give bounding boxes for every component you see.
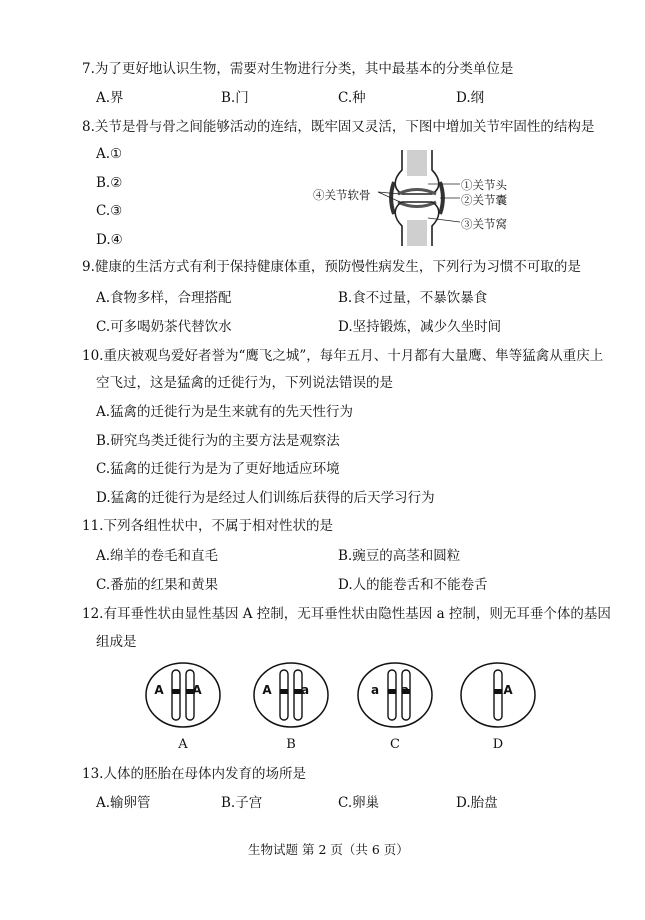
cell-d-right-gene: A <box>503 683 513 697</box>
q13-stem: 13.人体的胚胎在母体内发育的场所是 <box>82 766 306 782</box>
q13-option-d: D.胎盘 <box>456 795 498 811</box>
q9-option-d: D.坚持锻炼，减少久坐时间 <box>338 319 502 335</box>
q11-option-a: A.绵羊的卷毛和直毛 <box>96 548 219 564</box>
cell-c-label: C <box>390 737 400 752</box>
q12-stem-line2: 组成是 <box>96 634 137 650</box>
cell-c-left-gene: a <box>370 683 380 697</box>
cell-a-label: A <box>178 737 188 752</box>
cell-c-right-gene: a <box>400 683 410 697</box>
q13-option-c: C.卵巢 <box>338 795 380 811</box>
q8-option-b: B.② <box>96 175 123 191</box>
q7-option-c: C.种 <box>338 90 366 106</box>
q8-stem: 8.关节是骨与骨之间能够活动的连结，既牢固又灵活，下图中增加关节牢固性的结构是 <box>82 119 595 135</box>
q7-option-b: B.门 <box>221 90 249 106</box>
cell-a-right-gene: A <box>192 683 202 697</box>
cell-b-right-gene: a <box>300 683 310 697</box>
q11-stem: 11.下列各组性状中，不属于相对性状的是 <box>82 518 333 534</box>
q13-option-a: A.输卵管 <box>96 795 151 811</box>
joint-cartilage <box>398 190 436 207</box>
q10-option-a: A.猛禽的迁徙行为是生来就有的先天性行为 <box>96 404 354 420</box>
q10-stem-line2: 空飞过，这是猛禽的迁徙行为，下列说法错误的是 <box>96 375 393 391</box>
q9-stem: 9.健康的生活方式有利于保持健康体重，预防慢性病发生，下列行为习惯不可取的是 <box>82 259 581 275</box>
label-cartilage: ④关节软骨 <box>313 188 371 202</box>
q9-option-b: B.食不过量，不暴饮暴食 <box>338 290 488 306</box>
joint-capsule <box>391 182 443 214</box>
cell-b-left-gene: A <box>262 683 272 697</box>
q10-stem-line1: 10.重庆被观鸟爱好者誉为“鹰飞之城”，每年五月、十月都有大量鹰、隼等猛禽从重庆上 <box>82 348 604 364</box>
q7-option-d: D.纲 <box>456 90 485 106</box>
q8-option-d: D.④ <box>96 232 123 248</box>
q9-option-a: A.食物多样，合理搭配 <box>96 290 232 306</box>
q8-option-c: C.③ <box>96 203 123 219</box>
q8-option-a: A.① <box>96 146 123 162</box>
q11-option-d: D.人的能卷舌和不能卷舌 <box>338 577 488 593</box>
q7-stem: 7.为了更好地认识生物，需要对生物进行分类，其中最基本的分类单位是 <box>82 61 514 77</box>
cell-b-label: B <box>286 737 296 752</box>
q12-stem-line1: 12.有耳垂性状由显性基因 A 控制，无耳垂性状由隐性基因 a 控制，则无耳垂个体的基因 <box>82 606 611 622</box>
q7-option-a: A.界 <box>96 90 124 106</box>
label-socket: ③关节窝 <box>461 217 507 231</box>
q9-option-c: C.可多喝奶茶代替饮水 <box>96 319 232 335</box>
q10-option-b: B.研究鸟类迁徙行为的主要方法是观察法 <box>96 433 340 449</box>
label-capsule: ②关节囊 <box>461 193 507 207</box>
q11-option-c: C.番茄的红果和黄果 <box>96 577 219 593</box>
q11-option-b: B.豌豆的高茎和圆粒 <box>338 548 461 564</box>
q13-option-b: B.子宫 <box>221 795 263 811</box>
cell-d-label: D <box>492 737 504 752</box>
page-footer: 生物试题 第 2 页（共 6 页） <box>248 842 409 857</box>
q10-option-c: C.猛禽的迁徙行为是为了更好地适应环境 <box>96 461 340 477</box>
q10-option-d: D.猛禽的迁徙行为是经过人们训练后获得的后天学习行为 <box>96 490 435 506</box>
cell-a-left-gene: A <box>154 683 164 697</box>
label-head: ①关节头 <box>461 178 507 192</box>
